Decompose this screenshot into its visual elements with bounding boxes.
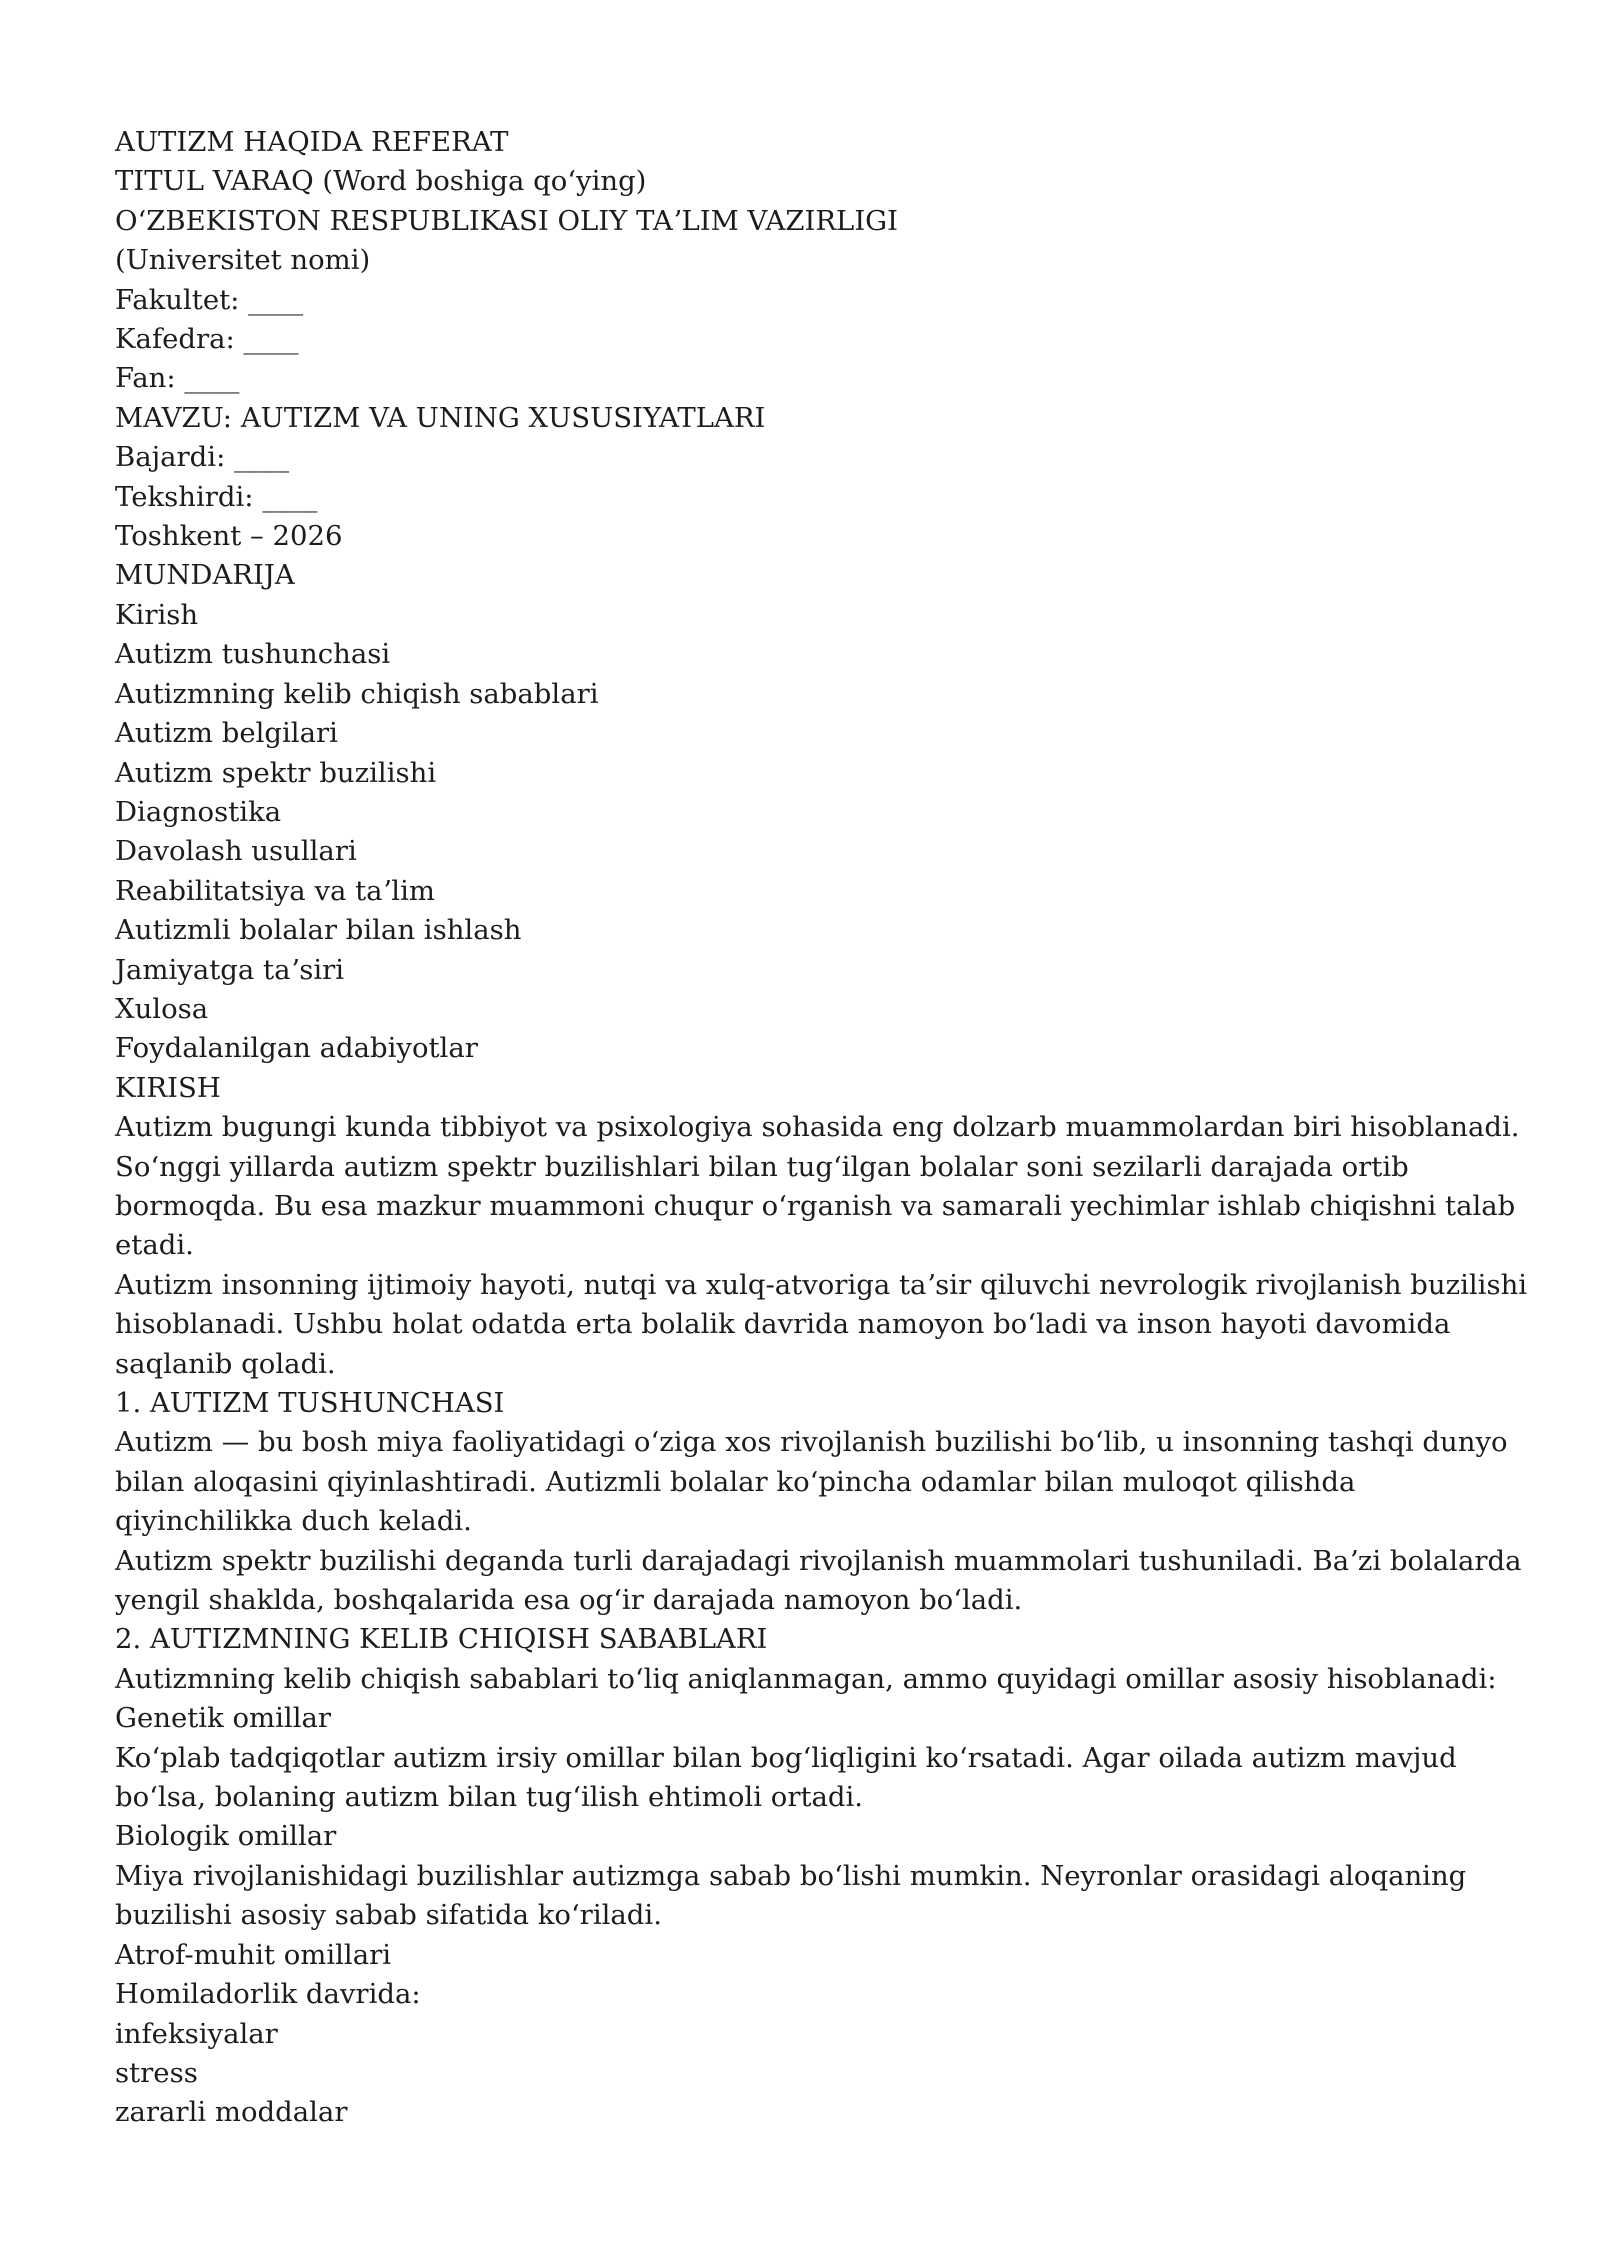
author-field: Bajardi: ____ xyxy=(115,441,290,474)
paragraph-line: Homiladorlik davrida: xyxy=(115,1978,421,2011)
toc-item: Autizm belgilari xyxy=(115,717,338,750)
paragraph-line: Autizm — bu bosh miya faoliyatidagi oʻziga xos rivojlanish buzilishi boʻlib, u insonning tashqi dunyo xyxy=(115,1426,1508,1459)
paragraph-line: hisoblanadi. Ushbu holat odatda erta bolalik davrida namoyon boʻladi va inson hayoti davomida xyxy=(115,1308,1451,1341)
toc-item: Jamiyatga taʼsiri xyxy=(115,953,345,986)
subject-field: Fan: ____ xyxy=(115,362,240,395)
list-item: infeksiyalar xyxy=(115,2017,278,2050)
toc-item: Diagnostika xyxy=(115,795,282,828)
reviewer-field: Tekshirdi: ____ xyxy=(115,480,318,513)
toc-item: Kirish xyxy=(115,598,199,631)
paragraph-line: Miya rivojlanishidagi buzilishlar autizmga sabab boʻlishi mumkin. Neyronlar orasidagi aloqaning xyxy=(115,1859,1467,1892)
department-field: Kafedra: ____ xyxy=(115,323,299,356)
toc-item: Autizm spektr buzilishi xyxy=(115,756,437,789)
section-heading-2: 2. AUTIZMNING KELIB CHIQISH SABABLARI xyxy=(115,1623,768,1656)
paragraph-line: bilan aloqasini qiyinlashtiradi. Autizmli bolalar koʻpincha odamlar bilan muloqot qilishda xyxy=(115,1465,1356,1498)
title-page-note: TITUL VARAQ (Word boshiga qoʻying) xyxy=(115,165,647,198)
list-item: stress xyxy=(115,2056,198,2089)
paragraph-line: Autizm insonning ijtimoiy hayoti, nutqi va xulq-atvoriga taʼsir qiluvchi nevrologik rivojlanish buzilishi xyxy=(115,1268,1528,1301)
topic-line: MAVZU: AUTIZM VA UNING XUSUSIYATLARI xyxy=(115,401,766,434)
section-heading-intro: KIRISH xyxy=(115,1071,221,1104)
paragraph-line: saqlanib qoladi. xyxy=(115,1347,336,1380)
subheading-genetic: Genetik omillar xyxy=(115,1702,332,1735)
paragraph-line: boʻlsa, bolaning autizm bilan tugʻilish ehtimoli ortadi. xyxy=(115,1781,864,1814)
paragraph-line: bormoqda. Bu esa mazkur muammoni chuqur oʻrganish va samarali yechimlar ishlab chiqishni talab xyxy=(115,1189,1516,1222)
toc-item: Autizm tushunchasi xyxy=(115,638,391,671)
paragraph-line: Soʻnggi yillarda autizm spektr buzilishlari bilan tugʻilgan bolalar soni sezilarli darajada ortib xyxy=(115,1150,1409,1183)
toc-heading: MUNDARIJA xyxy=(115,559,295,592)
paragraph-line: Autizm spektr buzilishi deganda turli darajadagi rivojlanish muammolari tushuniladi. Baʼzi bolalarda xyxy=(115,1544,1522,1577)
toc-item: Davolash usullari xyxy=(115,835,357,868)
paragraph-line: Autizm bugungi kunda tibbiyot va psixologiya sohasida eng dolzarb muammolardan biri hisoblanadi. xyxy=(115,1111,1520,1144)
document-title: AUTIZM HAQIDA REFERAT xyxy=(115,126,509,158)
city-year: Toshkent – 2026 xyxy=(115,520,343,553)
paragraph-line: Autizmning kelib chiqish sabablari toʻliq aniqlanmagan, ammo quyidagi omillar asosiy hisoblanadi: xyxy=(115,1662,1497,1695)
paragraph-line: etadi. xyxy=(115,1229,194,1262)
paragraph-line: yengil shaklda, boshqalarida esa ogʻir darajada namoyon boʻladi. xyxy=(115,1584,1023,1617)
subheading-environment: Atrof-muhit omillari xyxy=(115,1938,392,1971)
toc-item: Autizmli bolalar bilan ishlash xyxy=(115,914,522,947)
toc-item: Foydalanilgan adabiyotlar xyxy=(115,1032,478,1065)
toc-item: Reabilitatsiya va taʼlim xyxy=(115,874,435,907)
document-body xyxy=(115,123,1528,2133)
ministry-name: OʻZBEKISTON RESPUBLIKASI OLIY TAʼLIM VAZIRLIGI xyxy=(115,204,899,237)
toc-item: Xulosa xyxy=(115,992,209,1025)
toc-item: Autizmning kelib chiqish sabablari xyxy=(115,677,599,710)
paragraph-line: qiyinchilikka duch keladi. xyxy=(115,1505,472,1538)
paragraph-line: buzilishi asosiy sabab sifatida koʻriladi. xyxy=(115,1899,662,1932)
paragraph-line: Koʻplab tadqiqotlar autizm irsiy omillar bilan bogʻliqligini koʻrsatadi. Agar oilada autizm mavjud xyxy=(115,1741,1457,1774)
university-name: (Universitet nomi) xyxy=(115,244,371,277)
subheading-biological: Biologik omillar xyxy=(115,1820,337,1853)
list-item: zararli moddalar xyxy=(115,2096,348,2129)
faculty-field: Fakultet: ____ xyxy=(115,283,304,316)
section-heading-1: 1. AUTIZM TUSHUNCHASI xyxy=(115,1387,505,1419)
